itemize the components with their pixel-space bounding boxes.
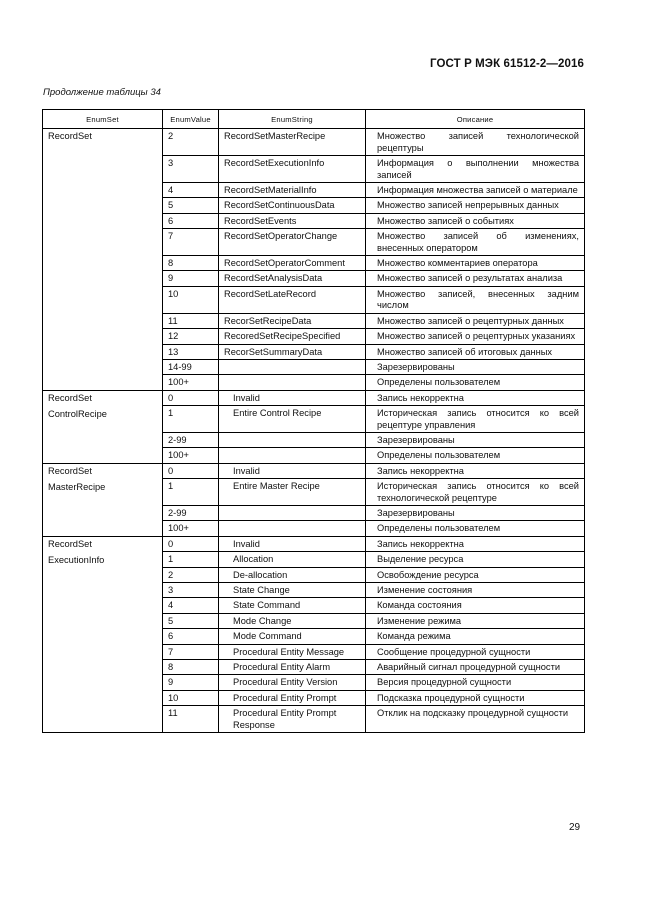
enumstring-cell: Procedural Entity Prompt Response — [219, 706, 366, 733]
enumset-name-line: ControlRecipe — [48, 409, 107, 420]
description-cell: Запись некорректна — [366, 536, 585, 551]
description-cell: Определены пользователем — [366, 375, 585, 390]
description-cell: Множество записей о рецептурных указаниях — [366, 329, 585, 344]
enumvalue-cell: 13 — [163, 344, 219, 359]
enumvalue-cell: 10 — [163, 690, 219, 705]
enumvalue-cell: 100+ — [163, 521, 219, 536]
table-row — [43, 129, 585, 156]
enumvalue-cell: 0 — [163, 463, 219, 478]
enumstring-cell: Entire Master Recipe — [219, 479, 366, 506]
enumvalue-cell: 11 — [163, 706, 219, 733]
enumstring-cell: Mode Command — [219, 629, 366, 644]
description-cell: Информация множества записей о материале — [366, 183, 585, 198]
description-cell: Историческая запись относится ко всей рецептуре управления — [366, 406, 585, 433]
enumstring-cell: Procedural Entity Version — [219, 675, 366, 690]
column-header-enumset: EnumSet — [43, 110, 163, 129]
table-continuation-caption: Продолжение таблицы 34 — [43, 87, 161, 98]
enumstring-cell: Procedural Entity Prompt — [219, 690, 366, 705]
enumvalue-cell: 0 — [163, 390, 219, 405]
enumvalue-cell: 7 — [163, 229, 219, 256]
table-row — [43, 463, 585, 478]
enumvalue-cell: 9 — [163, 271, 219, 286]
enumvalue-cell: 0 — [163, 536, 219, 551]
enumstring-cell — [219, 448, 366, 463]
enumstring-cell: Invalid — [219, 463, 366, 478]
description-cell: Аварийный сигнал процедурной сущности — [366, 660, 585, 675]
enumstring-cell — [219, 505, 366, 520]
enumvalue-cell: 3 — [163, 583, 219, 598]
enumstring-cell: RecordSetOperatorChange — [219, 229, 366, 256]
enumvalue-cell: 2-99 — [163, 505, 219, 520]
description-cell: Историческая запись относится ко всей технологической рецептуре — [366, 479, 585, 506]
enumstring-cell: Entire Control Recipe — [219, 406, 366, 433]
enumvalue-cell: 1 — [163, 406, 219, 433]
enumvalue-cell: 1 — [163, 479, 219, 506]
enumstring-cell: RecordSetMasterRecipe — [219, 129, 366, 156]
description-cell: Множество записей о результатах анализа — [366, 271, 585, 286]
enumvalue-cell: 9 — [163, 675, 219, 690]
enumstring-cell: RecoredSetRecipeSpecified — [219, 329, 366, 344]
enumvalue-cell: 100+ — [163, 375, 219, 390]
enumstring-cell: Invalid — [219, 536, 366, 551]
description-cell: Зарезервированы — [366, 432, 585, 447]
enumvalue-cell: 6 — [163, 629, 219, 644]
description-cell: Множество комментариев оператора — [366, 256, 585, 271]
description-cell: Версия процедурной сущности — [366, 675, 585, 690]
enumvalue-cell: 3 — [163, 156, 219, 183]
table-row — [43, 390, 585, 405]
enumvalue-cell: 14-99 — [163, 359, 219, 374]
enumvalue-cell: 12 — [163, 329, 219, 344]
description-cell: Команда режима — [366, 629, 585, 644]
enumset-cell — [43, 536, 163, 732]
description-cell: Множество записей о рецептурных данных — [366, 313, 585, 328]
enumvalue-cell: 10 — [163, 286, 219, 313]
enumstring-cell: RecordSetMaterialInfo — [219, 183, 366, 198]
description-cell: Выделение ресурса — [366, 552, 585, 567]
enumvalue-cell: 6 — [163, 213, 219, 228]
table-row — [43, 536, 585, 551]
description-cell: Запись некорректна — [366, 390, 585, 405]
description-cell: Изменение режима — [366, 613, 585, 628]
enumvalue-cell: 5 — [163, 198, 219, 213]
description-cell: Изменение состояния — [366, 583, 585, 598]
enumset-cell — [43, 129, 163, 390]
enumstring-cell: State Command — [219, 598, 366, 613]
enumstring-cell: RecordSetOperatorComment — [219, 256, 366, 271]
enumvalue-cell: 100+ — [163, 448, 219, 463]
description-cell: Сообщение процедурной сущности — [366, 644, 585, 659]
column-header-description: Описание — [366, 110, 585, 129]
enumstring-cell: Invalid — [219, 390, 366, 405]
enumset-name-line: RecordSet — [48, 131, 92, 142]
enumstring-cell: RecordSetAnalysisData — [219, 271, 366, 286]
enumvalue-cell: 2 — [163, 567, 219, 582]
enumstring-cell: RecorSetSummaryData — [219, 344, 366, 359]
enumset-cell — [43, 390, 163, 463]
enumstring-cell: State Change — [219, 583, 366, 598]
enumvalue-cell: 2-99 — [163, 432, 219, 447]
enumset-name-line: MasterRecipe — [48, 482, 106, 493]
enumstring-cell: RecordSetEvents — [219, 213, 366, 228]
enumstring-cell: Procedural Entity Alarm — [219, 660, 366, 675]
enumvalue-cell: 11 — [163, 313, 219, 328]
enumstring-cell: De-allocation — [219, 567, 366, 582]
description-cell: Подсказка процедурной сущности — [366, 690, 585, 705]
enumset-cell — [43, 463, 163, 536]
description-cell: Команда состояния — [366, 598, 585, 613]
description-cell: Отклик на подсказку процедурной сущности — [366, 706, 585, 733]
enumstring-cell — [219, 359, 366, 374]
enumvalue-cell: 5 — [163, 613, 219, 628]
enumstring-cell: Procedural Entity Message — [219, 644, 366, 659]
enumset-name-line: RecordSet — [48, 538, 92, 549]
enumset-name-line: RecordSet — [48, 392, 92, 403]
enumstring-cell: RecorSetRecipeData — [219, 313, 366, 328]
column-header-enumvalue: EnumValue — [163, 110, 219, 129]
description-cell: Зарезервированы — [366, 359, 585, 374]
enumstring-cell — [219, 432, 366, 447]
enumset-name-line: RecordSet — [48, 465, 92, 476]
standard-designation: ГОСТ Р МЭК 61512-2—2016 — [430, 58, 584, 70]
enumstring-cell: RecordSetExecutionInfo — [219, 156, 366, 183]
enumstring-cell — [219, 521, 366, 536]
enumstring-cell: RecordSetContinuousData — [219, 198, 366, 213]
enumstring-cell: Mode Change — [219, 613, 366, 628]
description-cell: Множество записей технологической рецептуры — [366, 129, 585, 156]
table-body — [43, 129, 585, 733]
description-cell: Множество записей об изменениях, внесенных оператором — [366, 229, 585, 256]
enumstring-cell: RecordSetLateRecord — [219, 286, 366, 313]
description-cell: Множество записей, внесенных задним числом — [366, 286, 585, 313]
enumstring-cell: Allocation — [219, 552, 366, 567]
description-cell: Определены пользователем — [366, 448, 585, 463]
enumvalue-cell: 7 — [163, 644, 219, 659]
enumvalue-cell: 8 — [163, 660, 219, 675]
description-cell: Запись некорректна — [366, 463, 585, 478]
column-header-enumstring: EnumString — [219, 110, 366, 129]
enumset-name-line: ExecutionInfo — [48, 555, 105, 566]
enumvalue-cell: 8 — [163, 256, 219, 271]
description-cell: Множество записей об итоговых данных — [366, 344, 585, 359]
description-cell: Определены пользователем — [366, 521, 585, 536]
description-cell: Информация о выполнении множества записей — [366, 156, 585, 183]
description-cell: Множество записей непрерывных данных — [366, 198, 585, 213]
enumvalue-cell: 4 — [163, 598, 219, 613]
description-cell: Освобождение ресурса — [366, 567, 585, 582]
enumstring-cell — [219, 375, 366, 390]
enum-table — [42, 109, 585, 733]
enumvalue-cell: 1 — [163, 552, 219, 567]
page-number: 29 — [569, 822, 581, 833]
description-cell: Зарезервированы — [366, 505, 585, 520]
description-cell: Множество записей о событиях — [366, 213, 585, 228]
enumvalue-cell: 4 — [163, 183, 219, 198]
table-header-row — [43, 110, 585, 129]
enumvalue-cell: 2 — [163, 129, 219, 156]
